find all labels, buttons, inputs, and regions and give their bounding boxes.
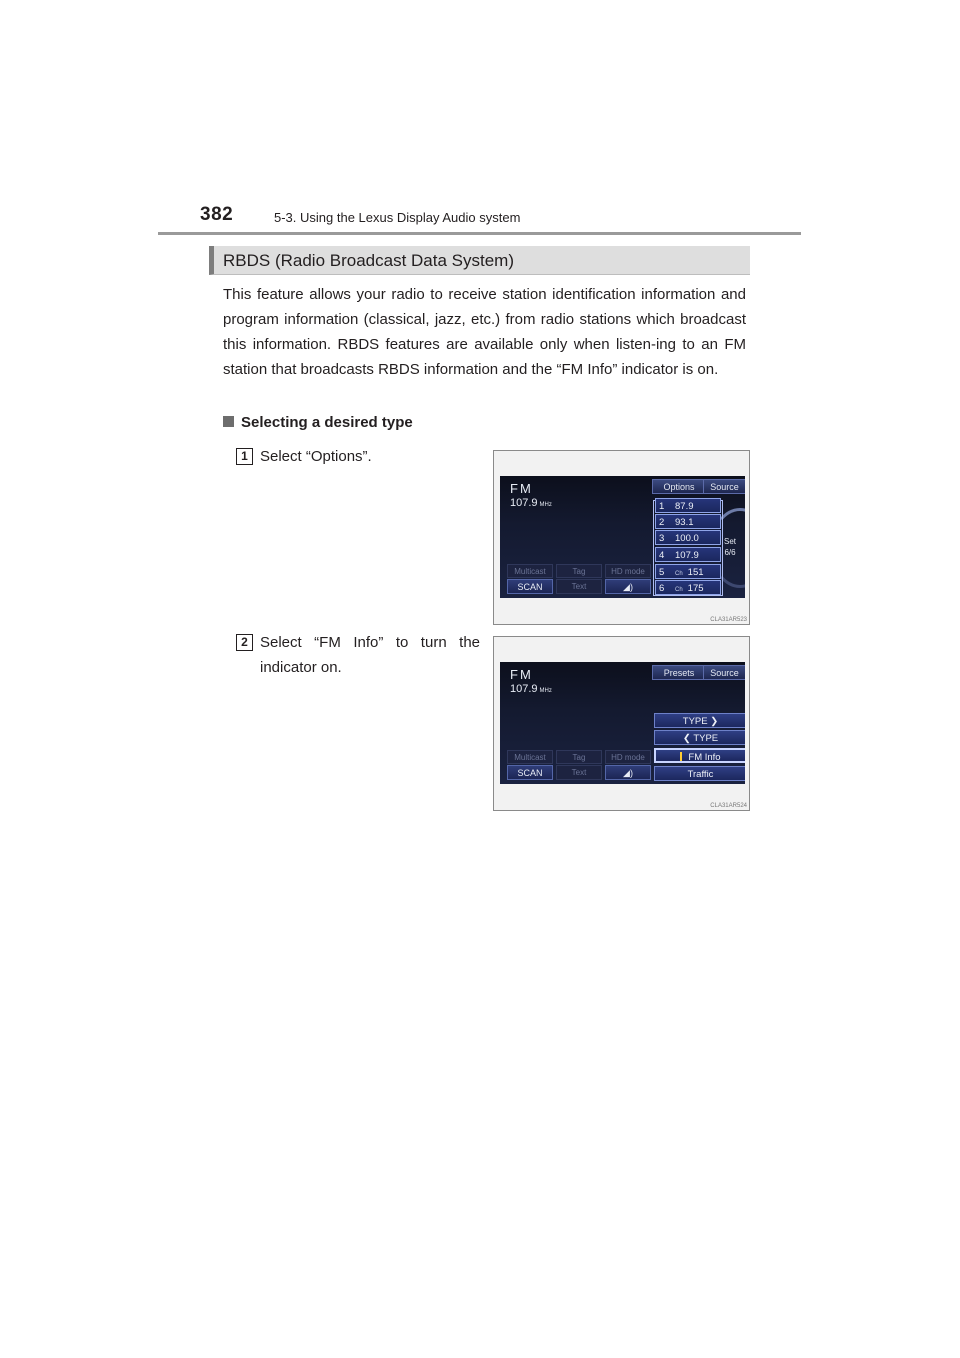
intro-paragraph: This feature allows your radio to receive station identification information and program information (classical, jazz, etc.) from radio stations which broadcast this information. RBDS features are available only when listen-ing to an FM station that broadcasts RBDS information and the “FM Info” indicator is on. [223,286,746,378]
section-heading: RBDS (Radio Broadcast Data System) [209,246,750,275]
preset-button-3[interactable]: 3 100.0 [655,530,721,545]
step-number-1: 1 [236,448,253,465]
frequency-readout: 107.9 MHz [510,683,552,695]
fm-info-button[interactable]: FM Info [654,748,745,763]
chevron-left-icon: ❮ [682,733,691,744]
sound-settings-button[interactable] [605,765,651,780]
speaker-icon: ◢) [623,768,633,778]
multicast-button[interactable]: Multicast [507,750,553,764]
speaker-icon: ◢) [623,582,633,592]
type-prev-button[interactable]: ❮ TYPE [654,730,745,745]
chevron-right-icon: ❯ [710,716,719,727]
sub-heading-text: Selecting a desired type [241,414,413,431]
screen-fm-info [493,636,750,811]
step-text-1: Select “Options”. [260,448,372,465]
frequency-readout: 107.9 MHz [510,497,552,509]
band-label: FM [510,667,533,682]
set-label: Set 6/6 [724,537,737,557]
hd-mode-button[interactable]: HD mode [605,750,651,764]
square-bullet-icon [223,416,234,427]
options-button[interactable]: Options [652,479,706,494]
tag-button[interactable]: Tag [556,750,602,764]
source-button[interactable]: Source [703,479,745,494]
step-number-2: 2 [236,634,253,651]
preset-button-1[interactable]: 1 87.9 [655,498,721,513]
hd-mode-button[interactable]: HD mode [605,564,651,578]
type-next-button[interactable]: TYPE ❯ [654,713,745,728]
audio-display [500,476,745,598]
sound-settings-button[interactable] [605,579,651,594]
header-rule [158,232,801,235]
preset-button-2[interactable]: 2 93.1 [655,514,721,529]
traffic-button[interactable]: Traffic [654,766,745,781]
audio-display [500,662,745,784]
scan-button[interactable]: SCAN [507,765,553,780]
section-title: 5-3. Using the Lexus Display Audio system [274,210,521,225]
preset-button-6[interactable]: 6 Ch 175 [655,580,721,595]
multicast-button[interactable]: Multicast [507,564,553,578]
preset-button-4[interactable]: 4 107.9 [655,547,721,562]
presets-button[interactable]: Presets [652,665,706,680]
image-code: CLA31AR524 [710,803,747,809]
indicator-light-icon [680,752,682,761]
sub-heading [223,414,413,431]
preset-button-5[interactable]: 5 Ch 151 [655,564,721,579]
text-button[interactable]: Text [556,579,602,594]
page-number: 382 [200,204,234,225]
band-label: FM [510,481,533,496]
step-text-2: Select “FM Info” to turn the indicator on. [260,634,480,676]
source-button[interactable]: Source [703,665,745,680]
image-code: CLA31AR523 [710,617,747,623]
tag-button[interactable]: Tag [556,564,602,578]
screen-options [493,450,750,625]
scan-button[interactable]: SCAN [507,579,553,594]
text-button[interactable]: Text [556,765,602,780]
